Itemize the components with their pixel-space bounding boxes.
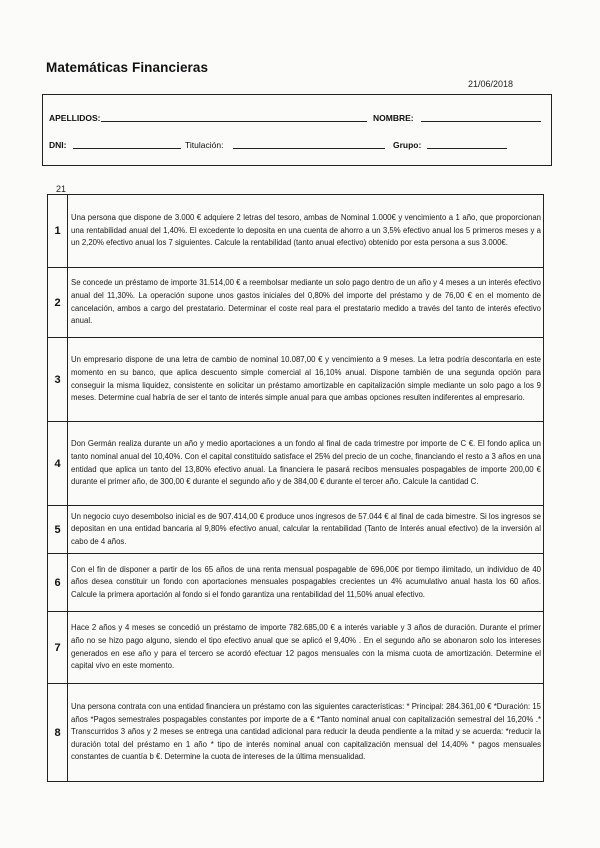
problem-number: 1	[48, 195, 68, 268]
problem-text: Hace 2 años y 4 meses se concedió un préstamo de importe 782.685,00 € a interés variable y 3 años de duración. Durante el primer año no se hizo pago alguno, siendo el tipo efectivo anual que se aplicó el 9,40% . En el segundo año se abonaron solo los intereses generados en ese año y para el tercero se acordó efectuar 12 pagos mensuales con la misma cuota de amortización. Determine el capital vivo en este momento.	[68, 612, 544, 684]
dni-label: DNI:	[49, 140, 67, 150]
grupo-field[interactable]	[427, 148, 507, 149]
problem-number: 6	[48, 554, 68, 612]
exam-number: 21	[56, 184, 67, 194]
problem-text: Una persona contrata con una entidad financiera un préstamo con las siguientes características: * Principal: 284.361,00 € *Duración: 15 años *Pagos semestrales pospagables constantes por importe de a € *Tanto nominal anual con capitalización semestral del 16,20% .* Transcurridos 3 años y 2 meses se entrega una cantidad adicional para reducir la deuda pendiente a la mitad y se acuerda: *reducir la duración total del préstamo en 1 año * tipo de interés nominal anual con capitalización mensual del 14,40% * pagos mensuales constantes de cuantía b €. Determine la cuota de intereses de la última mensualidad.	[68, 684, 544, 782]
exam-title: Matemáticas Financieras	[46, 60, 209, 75]
problem-number: 4	[48, 422, 68, 506]
problem-row	[48, 612, 544, 684]
exam-date: 21/06/2018	[468, 79, 514, 89]
titulacion-label: Titulación:	[185, 140, 224, 150]
problem-number: 7	[48, 612, 68, 684]
problem-text: Un empresario dispone de una letra de cambio de nominal 10.087,00 € y vencimiento a 9 meses. La letra podría descontarla en este momento en su banco, que aplica descuento simple comercial al 16,10% anual. Dispone también de una segunda opción para conseguir la misma liquidez, consistente en solicitar un préstamo amortizable en capitalización simple mediante un solo pago a los 9 meses. Determine cual habría de ser el tanto de interés simple anual para que ambas opciones resulten indiferentes al empresario.	[68, 338, 544, 422]
problem-number: 3	[48, 338, 68, 422]
problem-text: Una persona que dispone de 3.000 € adquiere 2 letras del tesoro, ambas de Nominal 1.000€ y vencimiento a 1 año, que proporcionan una rentabilidad anual del 1,40%. El excedente lo deposita en una cuenta de ahorro a un 3,5% efectivo anual los 5 primeros meses y a un 2,20% efectivo anual los 7 siguientes. Calcule la rentabilidad (tanto anual efectivo) obtenido por esta persona a sus 3.000€.	[68, 195, 544, 268]
problem-number: 2	[48, 268, 68, 338]
problem-text: Con el fin de disponer a partir de los 65 años de una renta mensual pospagable de 696,00€ por tiempo ilimitado, un individuo de 40 años desea constituir un fondo con aportaciones mensuales pospagables crecientes un 4% acumulativo anual hasta los 60 años. Calcule la primera aportación al fondo si el fondo garantiza una rentabilidad del 11,50% anual efectivo.	[68, 554, 544, 612]
apellidos-label: APELLIDOS:	[49, 113, 101, 123]
problem-row	[48, 554, 544, 612]
problem-row	[48, 338, 544, 422]
problem-row	[48, 195, 544, 268]
student-info-box	[42, 94, 552, 166]
apellidos-field[interactable]	[101, 121, 367, 122]
problem-row	[48, 268, 544, 338]
problem-row	[48, 506, 544, 554]
problem-number: 8	[48, 684, 68, 782]
nombre-field[interactable]	[421, 121, 541, 122]
problems-table	[47, 194, 544, 782]
problem-row	[48, 422, 544, 506]
problem-text: Don Germán realiza durante un año y medio aportaciones a un fondo al final de cada trimestre por importe de C €. El fondo aplica un tanto nominal anual del 10,40%. Con el capital constituido satisface el 25% del precio de un coche, financiando el resto a 3 años en una entidad que aplica un tanto del 13,80% efectivo anual. La financiera le pasará recibos mensuales pospagables de importe 200,00 € durante el primer año, de 300,00 € durante el segundo año y de 384,00 € durante el tercer año. Calcule la cantidad C.	[68, 422, 544, 506]
nombre-label: NOMBRE:	[373, 113, 414, 123]
problem-text: Se concede un préstamo de importe 31.514,00 € a reembolsar mediante un solo pago dentro de un año y 4 meses a un interés efectivo anual del 11,30%. La operación supone unos gastos iniciales del 0,80% del importe del préstamo y de 76,00 € en el momento de cancelación, ambos a cargo del prestatario. Determinar el coste real para el prestatario medido a través del tanto de interés efectivo anual.	[68, 268, 544, 338]
grupo-label: Grupo:	[393, 140, 422, 150]
titulacion-field[interactable]	[233, 148, 385, 149]
problem-row	[48, 684, 544, 782]
problem-number: 5	[48, 506, 68, 554]
problem-text: Un negocio cuyo desembolso inicial es de 907.414,00 € produce unos ingresos de 57.044 € al final de cada bimestre. Si los ingresos se depositan en una entidad bancaria al 9,80% efectivo anual, calcular la rentabilidad (Tanto de Interés anual efectivo) de la inversión al cabo de 4 años.	[68, 506, 544, 554]
dni-field[interactable]	[73, 148, 181, 149]
